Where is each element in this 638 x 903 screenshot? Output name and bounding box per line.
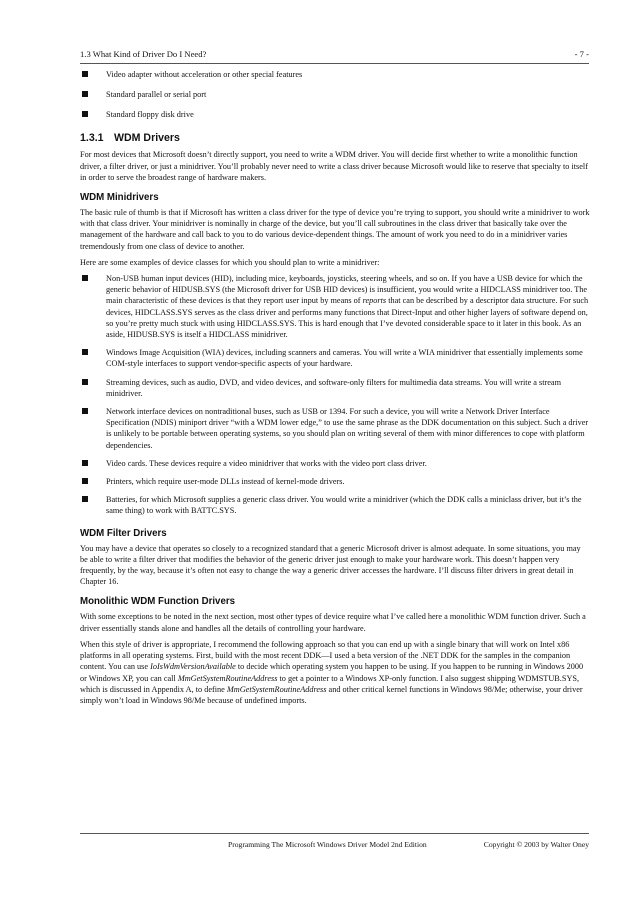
square-bullet-icon xyxy=(82,460,88,466)
header-rule xyxy=(80,63,589,64)
list-item: Batteries, for which Microsoft supplies a generic class driver. You would write a minidriver (which the DDK calls a miniclass driver, but it’s the same thing) to work with BATTC.SYS. xyxy=(80,494,590,516)
paragraph: The basic rule of thumb is that if Microsoft has written a class driver for the type of device you’re trying to support, you should write a minidriver to work with that class driver. Your minidriver is nominally in charge of the device, but you’ll call subroutines in the class driver that basically take over the management of the hardware and call back to you to do various device-dependent things. The amount of work you need to do in a minidriver varies tremendously from one class of device to another. xyxy=(80,208,590,251)
paragraph: You may have a device that operates so closely to a recognized standard that a generic Microsoft driver is almost adequate. In some situations, you may be able to write a filter driver that modifies the behavior of the generic driver just enough to make your hardware work. This doesn’t happen very frequently, by the way, because it’s often not easy to change the way a generic driver accesses the hardware. I’ll discuss filter drivers in great detail in Chapter 16. xyxy=(80,543,581,587)
paragraph: When this style of driver is appropriate, I recommend the following approach so that you can end up with a single binary that will work on Intel x86 platforms in all operating systems. First, build with the most recent DDK—I used a beta version of the .NET DDK for the samples in the companion content. You can use IoIsWdmVersionAvailable to decide which operating system you happen to be using. If you happen to be running in Windows 2000 or Windows XP, you can call MmGetSystemRoutineAddress to get a pointer to a Windows XP-only function. I also suggest shipping WDMSTUB.SYS, which is discussed in Appendix A, to define MmGetSystemRoutineAddress and other critical kernel functions in Windows 98/Me; otherwise, your driver simply won’t load in Windows 98/Me because of undefined imports. xyxy=(80,639,584,705)
footer-book-title: Programming The Microsoft Windows Driver Model 2nd Edition xyxy=(228,840,427,849)
list-item: Standard parallel or serial port xyxy=(80,89,590,100)
square-bullet-icon xyxy=(82,349,88,355)
square-bullet-icon xyxy=(82,111,88,117)
square-bullet-icon xyxy=(82,71,88,77)
footer-copyright: Copyright © 2003 by Walter Oney xyxy=(483,840,589,849)
square-bullet-icon xyxy=(82,379,88,385)
list-item: Standard floppy disk drive xyxy=(80,109,590,120)
minidriver-examples-list xyxy=(80,273,590,517)
subheading-wdm-minidrivers: WDM Minidrivers xyxy=(80,192,159,203)
list-item: Streaming devices, such as audio, DVD, and video devices, and software-only filters for multimedia data streams. You will write a stream minidriver. xyxy=(80,377,590,399)
paragraph: With some exceptions to be noted in the next section, most other types of device require what I’ve called here a monolithic WDM function driver. Such a driver essentially stands alone and handles all the details of controlling your hardware. xyxy=(80,612,586,633)
footer-rule xyxy=(80,833,589,834)
paragraph: For most devices that Microsoft doesn’t directly support, you need to write a WDM driver. You will decide first whether to write a monolithic function driver, a filter driver, or just a minidriver. You’ll probably never need to write a class driver because Microsoft would like to reserve that specialty to itself in order to serve the broadest range of hardware makers. xyxy=(80,150,588,182)
header-page-number: - 7 - xyxy=(574,49,589,59)
square-bullet-icon xyxy=(82,91,88,97)
list-item: Printers, which require user-mode DLLs instead of kernel-mode drivers. xyxy=(80,476,590,487)
paragraph: Here are some examples of device classes for which you should plan to write a minidriver: xyxy=(80,257,380,267)
section-heading-wdm-drivers: 1.3.1 WDM Drivers xyxy=(80,132,180,145)
page-body xyxy=(80,69,590,711)
square-bullet-icon xyxy=(82,275,88,281)
list-item: Video cards. These devices require a video minidriver that works with the video port class driver. xyxy=(80,458,590,469)
list-item: Windows Image Acquisition (WIA) devices, including scanners and cameras. You will write a WIA minidriver that essentially implements some COM-style interfaces to support vendor-specific aspects of your hardware. xyxy=(80,347,590,369)
header-section-title: 1.3 What Kind of Driver Do I Need? xyxy=(80,49,207,59)
square-bullet-icon xyxy=(82,478,88,484)
square-bullet-icon xyxy=(82,496,88,502)
subheading-monolithic-function-drivers: Monolithic WDM Function Drivers xyxy=(80,596,235,608)
list-item: Non-USB human input devices (HID), including mice, keyboards, joysticks, steering wheels, and so on. If you have a USB device for which the generic behavior of HIDUSB.SYS (the Microsoft driver for USB HID devices) is insufficient, you would write a HIDCLASS minidriver too. The main characteristic of these devices is that they report user input by means of reports that can be described by a descriptor data structure. For such devices, HIDCLASS.SYS serves as the class driver and performs many functions that Direct-Input and other higher layers of software depend on, so you’re pretty much stuck with using HIDCLASS.SYS. This is hard enough that I’ve devoted considerable space to it later in this book. As an aside, HIDUSB.SYS is itself a HIDCLASS minidriver. xyxy=(80,273,590,340)
subheading-wdm-filter-drivers: WDM Filter Drivers xyxy=(80,527,167,539)
list-item: Video adapter without acceleration or other special features xyxy=(80,69,590,80)
device-bullet-list xyxy=(80,69,590,120)
list-item: Network interface devices on nontraditional buses, such as USB or 1394. For such a device, you will write a Network Driver Interface Specification (NDIS) miniport driver “with a WDM lower edge,” to use the same phrase as the DDK documentation on this subject. Such a driver is unlikely to be portable between operating systems, so you should plan on writing several of them with minor differences to cope with platform dependencies. xyxy=(80,406,590,451)
page-header xyxy=(80,49,589,63)
square-bullet-icon xyxy=(82,408,88,414)
